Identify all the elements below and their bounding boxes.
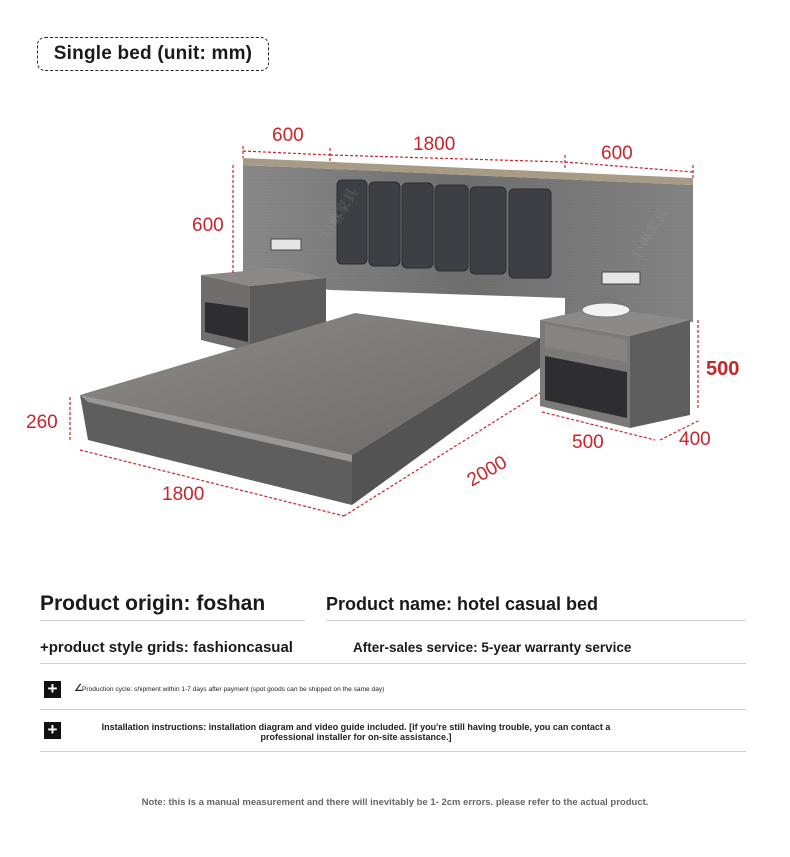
- dim-bed-height: 260: [26, 412, 58, 433]
- dim-left-table-width: 600: [272, 125, 304, 146]
- product-name: Product name: hotel casual bed: [326, 594, 599, 614]
- divider: [353, 663, 746, 664]
- dim-right-table-width: 600: [601, 143, 633, 164]
- divider: [40, 751, 746, 752]
- nightstand-right: [540, 299, 690, 428]
- divider: [326, 620, 746, 621]
- watermark-text: 科琳家具: [319, 185, 362, 242]
- production-cycle: Production cycle: shipment within 1-7 days after payment (spot goods can be shipped on the same day): [82, 686, 385, 693]
- installation-instructions: [86, 722, 626, 742]
- page-title: Single bed (unit: mm): [37, 37, 269, 71]
- dim-bed-length: 2000: [463, 451, 511, 492]
- plus-icon: +: [44, 681, 61, 698]
- divider: [40, 620, 305, 621]
- socket-right: [602, 272, 640, 284]
- edit-mark-icon: ∠: [74, 683, 83, 694]
- after-sales-service: After-sales service: 5-year warranty service: [353, 640, 632, 655]
- dim-bed-width-front: 1800: [162, 484, 205, 505]
- product-style: +product style grids: fashioncasual: [40, 639, 293, 656]
- watermark-text: 科琳家具: [629, 205, 672, 262]
- divider: [40, 663, 376, 664]
- socket-left: [271, 239, 301, 250]
- dim-headboard-height: 600: [192, 215, 224, 236]
- installation-line-2: professional installer for on-site assistance.]: [260, 732, 452, 742]
- plus-icon: +: [44, 722, 61, 739]
- installation-line-1: Installation instructions: installation diagram and video guide included. [if you're still having trouble, you can contact a: [101, 722, 611, 732]
- footer-note: Note: this is a manual measurement and there will inevitably be 1- 2cm errors. please refer to the actual product.: [141, 797, 649, 808]
- dim-nightstand-width: 500: [572, 432, 604, 453]
- dim-nightstand-height: 500: [706, 358, 740, 380]
- bed-dimension-diagram: [0, 110, 790, 530]
- dim-bed-width-top: 1800: [413, 134, 456, 155]
- dim-nightstand-depth: 400: [679, 429, 711, 450]
- divider: [40, 709, 746, 710]
- product-origin: Product origin: foshan: [40, 592, 266, 615]
- headboard-cushions: [337, 180, 551, 278]
